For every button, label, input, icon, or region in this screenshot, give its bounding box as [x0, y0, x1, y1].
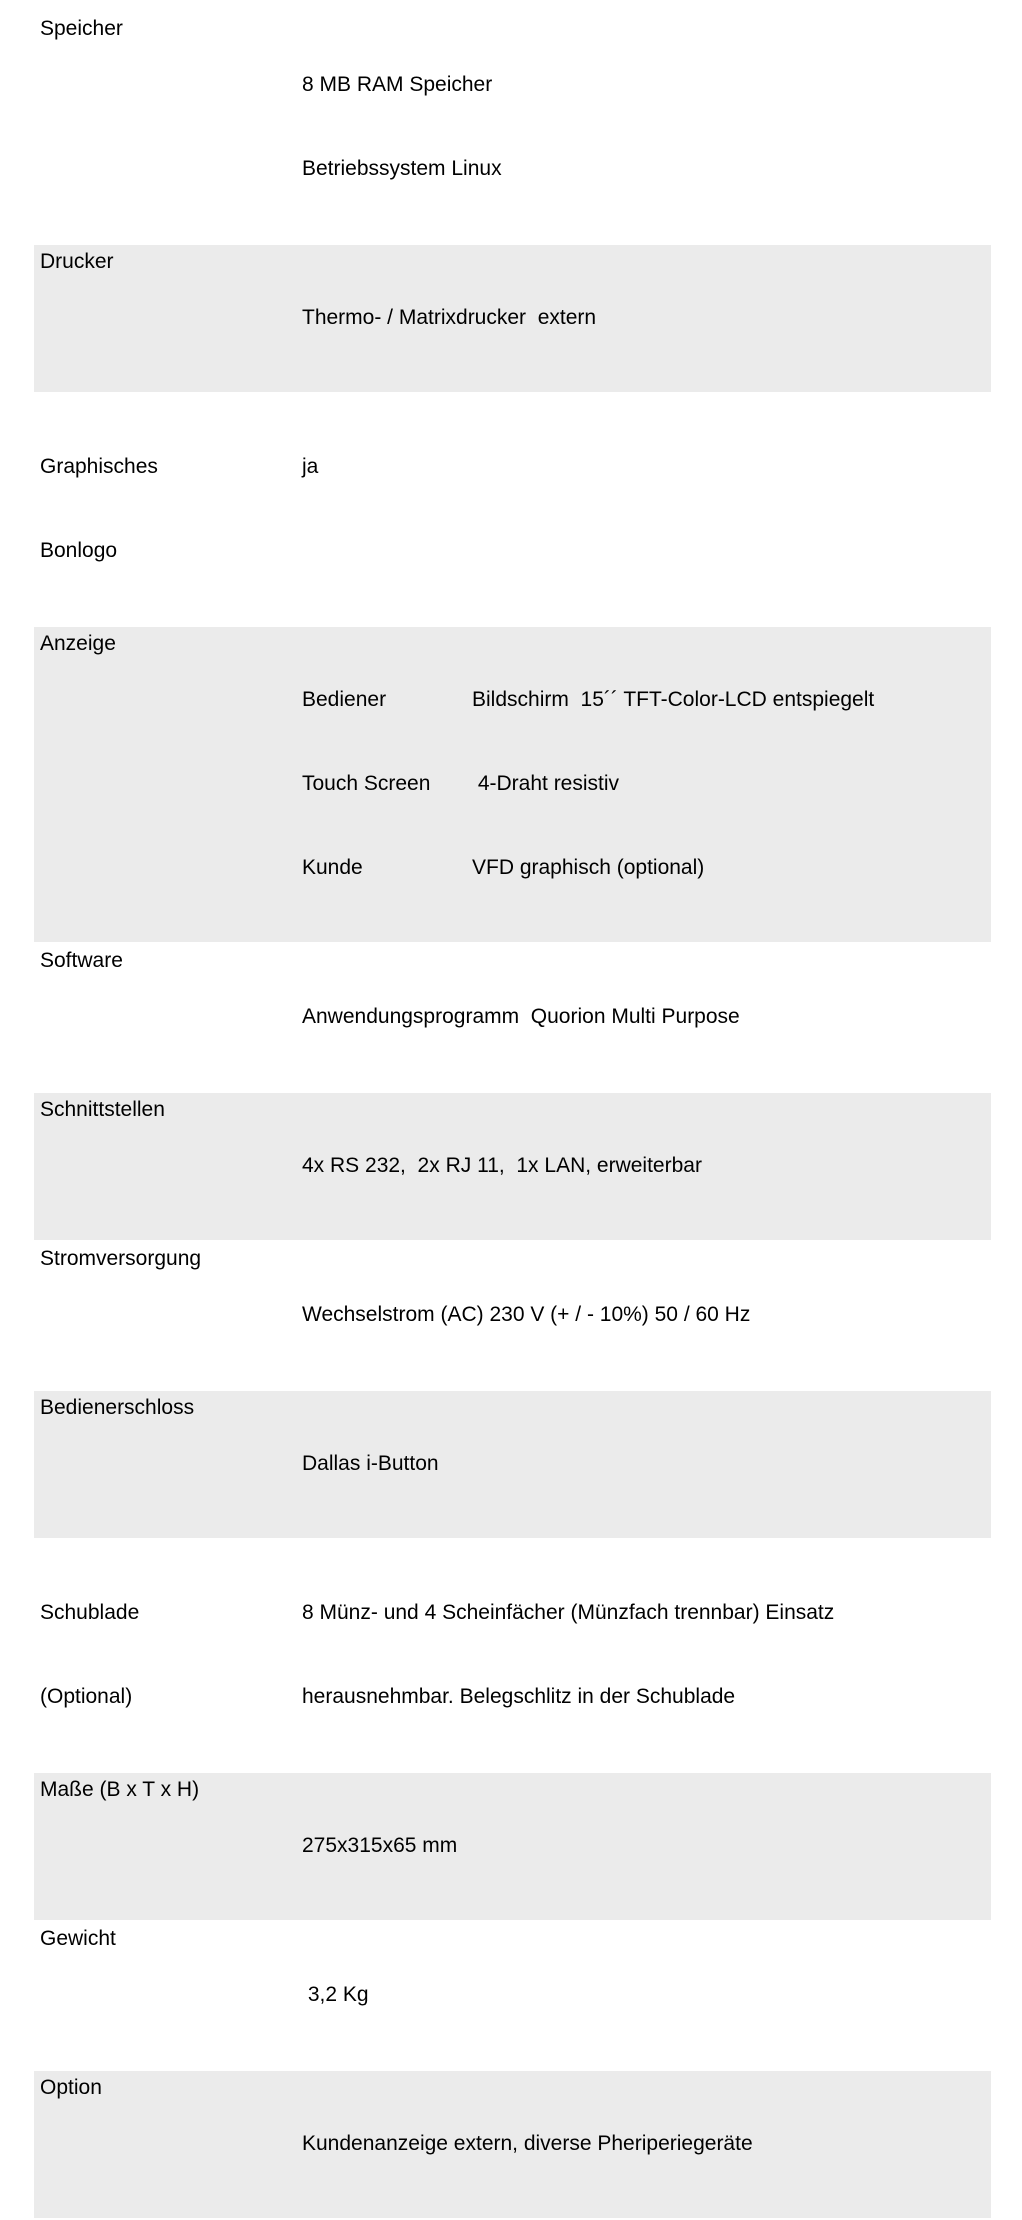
spec-row-masse [34, 1773, 991, 1920]
spec-value-line: Wechselstrom (AC) 230 V (+ / - 10%) 50 / 60 Hz [302, 1303, 751, 1326]
spec-sub-key: Kunde [302, 856, 363, 879]
spec-label [34, 2074, 302, 2214]
spec-value-line: 4x RS 232, 2x RJ 11, 1x LAN, erweiterbar [302, 1154, 702, 1177]
spec-label-text: Maße (B x T x H) [40, 1778, 200, 1801]
spec-subrow [302, 854, 991, 882]
spec-row-gewicht [34, 1922, 991, 2069]
spec-value-line: Betriebssystem Linux [302, 157, 502, 180]
spec-subrow [302, 686, 991, 714]
spec-label [34, 1543, 302, 1767]
spec-label [34, 397, 302, 621]
spec-value [302, 397, 991, 621]
spec-label-text: Anzeige [40, 632, 116, 655]
spec-label-text: Stromversorgung [40, 1247, 202, 1270]
spec-value [302, 1096, 991, 1236]
spec-value-line: ja [302, 455, 319, 478]
spec-value-line: Dallas i-Button [302, 1452, 439, 1475]
spec-row-stromversorgung [34, 1242, 991, 1389]
spec-table [34, 12, 991, 2220]
spec-label-text: Graphisches [40, 455, 158, 478]
spec-sub-value: Bildschirm 15´´ TFT-Color-LCD entspiegelt [472, 688, 875, 711]
spec-row-anzeige [34, 627, 991, 942]
spec-label-text: Speicher [40, 17, 123, 40]
spec-label [34, 1776, 302, 1916]
spec-label [34, 1096, 302, 1236]
spec-row-software [34, 944, 991, 1091]
spec-value-line: 8 Münz- und 4 Scheinfächer (Münzfach trennbar) Einsatz [302, 1601, 835, 1624]
spec-row-option [34, 2071, 991, 2218]
spec-row-schnittstellen [34, 1093, 991, 1240]
spec-label-text: Gewicht [40, 1927, 116, 1950]
spec-value-line: herausnehmbar. Belegschlitz in der Schublade [302, 1685, 736, 1708]
spec-label-text: (Optional) [40, 1685, 133, 1708]
spec-row-speicher [34, 12, 991, 243]
spec-value [302, 248, 991, 388]
spec-subrow [302, 770, 991, 798]
spec-sub-key: Touch Screen [302, 772, 431, 795]
spec-value [302, 630, 991, 938]
spec-label-text: Drucker [40, 250, 114, 273]
spec-sub-value: 4-Draht resistiv [472, 772, 620, 795]
spec-label-text: Software [40, 949, 123, 972]
spec-row-graphisches-bonlogo [34, 394, 991, 625]
spec-label [34, 248, 302, 388]
spec-label-text: Option [40, 2076, 102, 2099]
spec-value [302, 1394, 991, 1534]
spec-value [302, 1776, 991, 1916]
spec-label-text: Schnittstellen [40, 1098, 165, 1121]
spec-label [34, 1925, 302, 2065]
spec-value [302, 1543, 991, 1767]
spec-sub-key: Bediener [302, 688, 387, 711]
spec-label [34, 15, 302, 239]
spec-label-text: Schublade [40, 1601, 140, 1624]
spec-value-line: Kundenanzeige extern, diverse Pheriperiegeräte [302, 2132, 753, 2155]
spec-value [302, 2074, 991, 2214]
spec-value [302, 15, 991, 239]
spec-label [34, 1245, 302, 1385]
spec-value-line: Anwendungsprogramm Quorion Multi Purpose [302, 1005, 740, 1028]
spec-value [302, 1925, 991, 2065]
spec-label-text: Bonlogo [40, 539, 118, 562]
spec-row-schublade [34, 1540, 991, 1771]
spec-value-line: 8 MB RAM Speicher [302, 73, 493, 96]
spec-row-drucker [34, 245, 991, 392]
spec-value-line: Thermo- / Matrixdrucker extern [302, 306, 597, 329]
spec-label [34, 947, 302, 1087]
spec-label [34, 630, 302, 938]
spec-sub-value: VFD graphisch (optional) [472, 856, 705, 879]
spec-value [302, 947, 991, 1087]
spec-value [302, 1245, 991, 1385]
spec-row-bedienerschloss [34, 1391, 991, 1538]
spec-value-line: 275x315x65 mm [302, 1834, 458, 1857]
spec-label-text: Bedienerschloss [40, 1396, 195, 1419]
spec-label [34, 1394, 302, 1534]
spec-value-line: 3,2 Kg [302, 1983, 369, 2006]
